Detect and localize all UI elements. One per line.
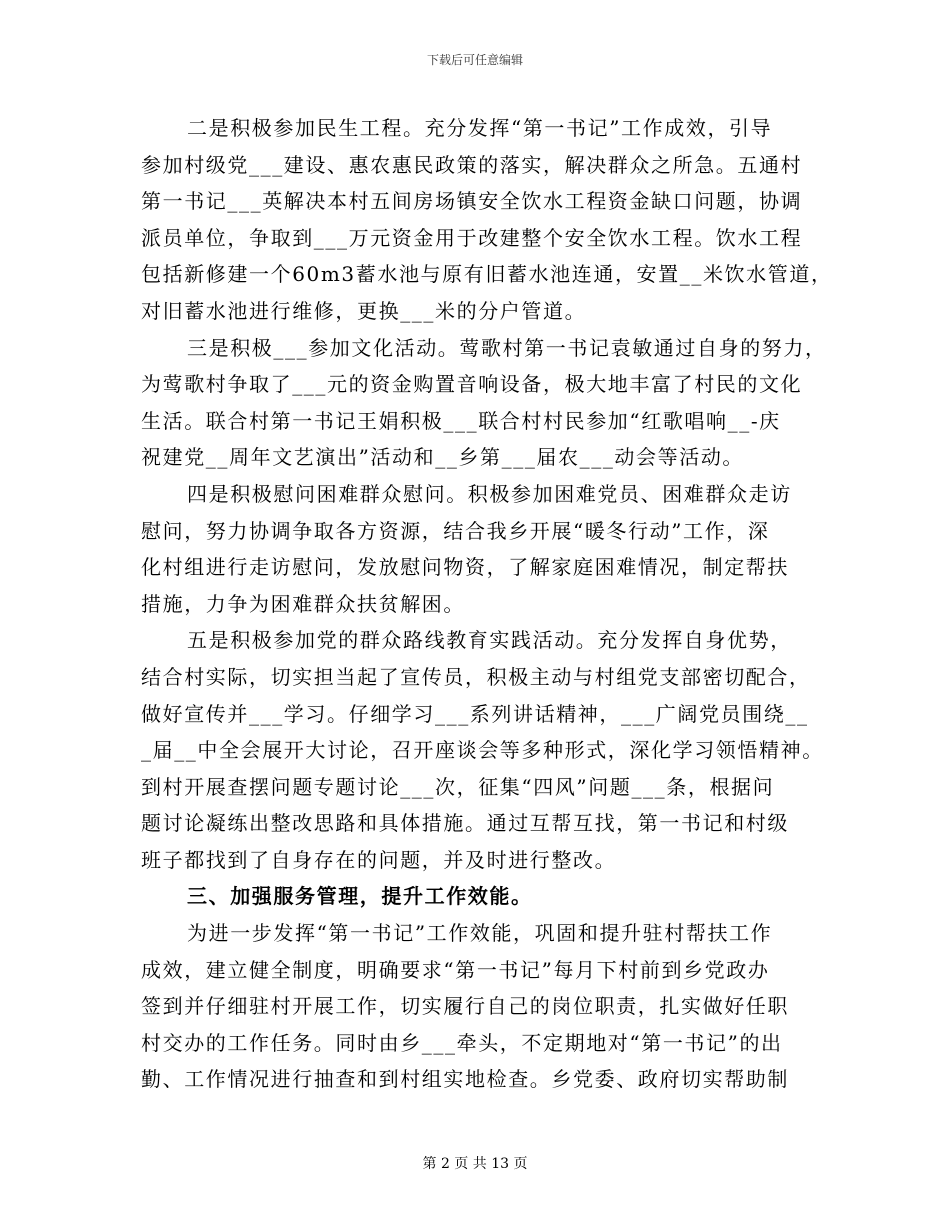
section-heading: 三、加强服务管理，提升工作效能。 [187, 884, 533, 909]
text-line: 村交办的工作任务。同时由乡___牵头，不定期地对“第一书记”的出 [141, 1030, 783, 1055]
text-line: 三是积极___参加文化活动。莺歌村第一书记袁敏通过自身的努力， [187, 335, 827, 360]
text-line: 包括新修建一个60m3蓄水池与原有旧蓄水池连通，安置__米饮水管道， [141, 262, 833, 287]
text-line: 到村开展查摆问题专题讨论___次，征集“四风”问题___条，根据问 [141, 774, 775, 799]
text-line: 勤、工作情况进行抽查和到村组实地检查。乡党委、政府切实帮助制 [141, 1067, 789, 1092]
text-line: 成效，建立健全制度，明确要求“第一书记”每月下村前到乡党政办 [141, 957, 770, 982]
text-line: 班子都找到了自身存在的问题，并及时进行整改。 [141, 847, 617, 872]
text-line: 签到并仔细驻村开展工作，切实履行自己的岗位职责，扎实做好任职 [141, 994, 789, 1019]
text-line: 慰问，努力协调争取各方资源，结合我乡开展“暖冬行动”工作，深 [141, 518, 770, 543]
text-line: 参加村级党___建设、惠农惠民政策的落实，解决群众之所急。五通村 [141, 152, 803, 177]
text-line: _届__中全会展开大讨论，召开座谈会等多种形式，深化学习领悟精神。 [141, 738, 824, 763]
text-line: 第一书记___英解决本村五间房场镇安全饮水工程资金缺口问题，协调 [141, 189, 803, 214]
text-line: 派员单位，争取到___万元资金用于改建整个安全饮水工程。饮水工程 [141, 225, 803, 250]
text-line: 五是积极参加党的群众路线教育实践活动。充分发挥自身优势， [187, 628, 792, 653]
text-line: 为莺歌村争取了___元的资金购置音响设备，极大地丰富了村民的文化 [141, 372, 803, 397]
text-line: 结合村实际，切实担当起了宣传员，积极主动与村组党支部密切配合， [141, 664, 811, 689]
document-body [141, 110, 833, 1098]
text-line: 生活。联合村第一书记王娟积极___联合村村民参加“红歌唱响__-庆 [141, 408, 781, 433]
text-line: 化村组进行走访慰问，发放慰问物资，了解家庭困难情况，制定帮扶 [141, 555, 789, 580]
text-line: 措施，力争为困难群众扶贫解困。 [141, 591, 465, 616]
text-line: 祝建党__周年文艺演出”活动和__乡第___届农___动会等活动。 [141, 445, 745, 470]
text-line: 做好宣传并___学习。仔细学习___系列讲话精神，___广阔党员围绕__ [141, 701, 809, 726]
text-line: 四是积极慰问困难群众慰问。积极参加困难党员、困难群众走访 [187, 481, 792, 506]
page-header: 下载后可任意编辑 [426, 53, 523, 67]
text-line: 二是积极参加民生工程。充分发挥“第一书记”工作成效，引导 [187, 116, 773, 140]
text-line: 对旧蓄水池进行维修，更换___米的分户管道。 [141, 298, 587, 323]
page-footer: 第 2 页 共 13 页 [422, 1156, 528, 1172]
text-line: 题讨论凝练出整改思路和具体措施。通过互帮互找，第一书记和村级 [141, 811, 789, 836]
text-line: 为进一步发挥“第一书记”工作效能，巩固和提升驻村帮扶工作 [187, 921, 773, 946]
